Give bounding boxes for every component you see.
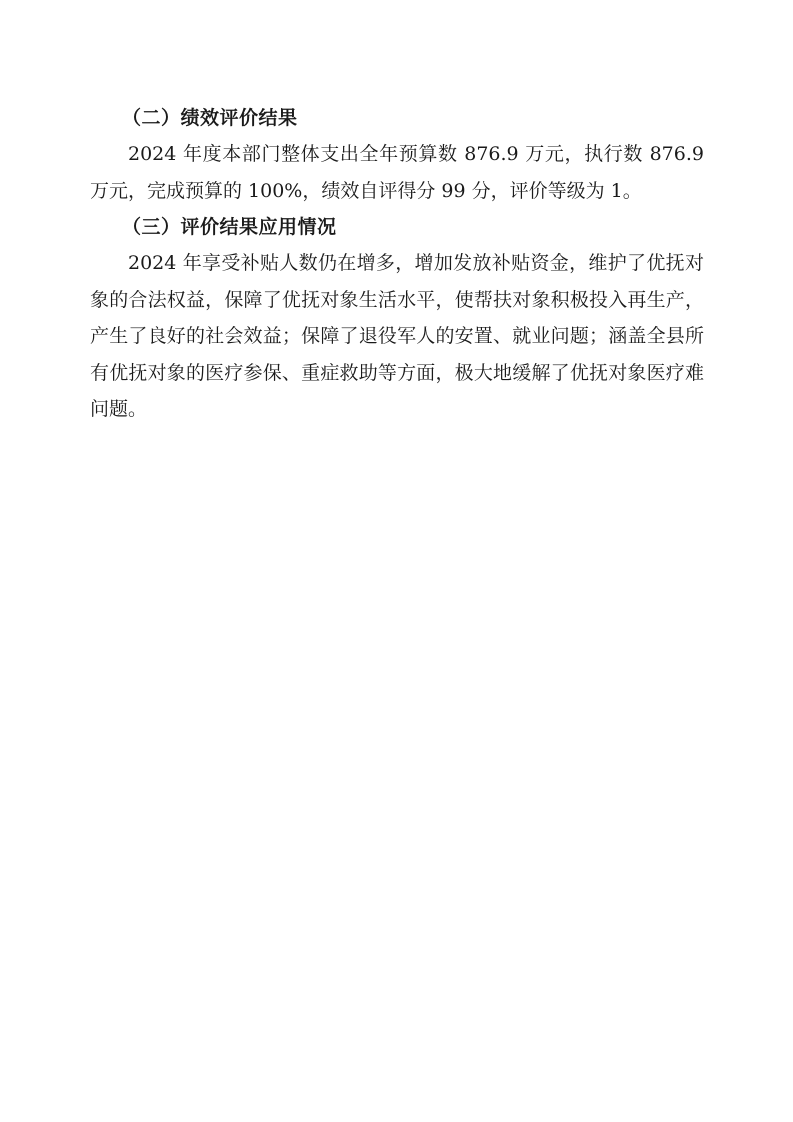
- section-heading-results-application: （三）评价结果应用情况: [122, 216, 337, 238]
- paragraph-performance-results: 2024 年度本部门整体支出全年预算数 876.9 万元，执行数 876.9 万元，完成预算的 100%，绩效自评得分 99 分，评价等级为 1。: [90, 143, 704, 202]
- paragraph-results-application: 2024 年享受补贴人数仍在增多，增加发放补贴资金，维护了优抚对象的合法权益，保障了优抚对象生活水平，使帮扶对象积极投入再生产，产生了良好的社会效益；保障了退役军人的安置、就业问题；涵盖全县所有优抚对象的医疗参保、重症救助等方面，极大地缓解了优抚对象医疗难问题。: [90, 252, 704, 420]
- section-heading-performance-results: （二）绩效评价结果: [122, 107, 298, 129]
- document-body: [90, 100, 704, 428]
